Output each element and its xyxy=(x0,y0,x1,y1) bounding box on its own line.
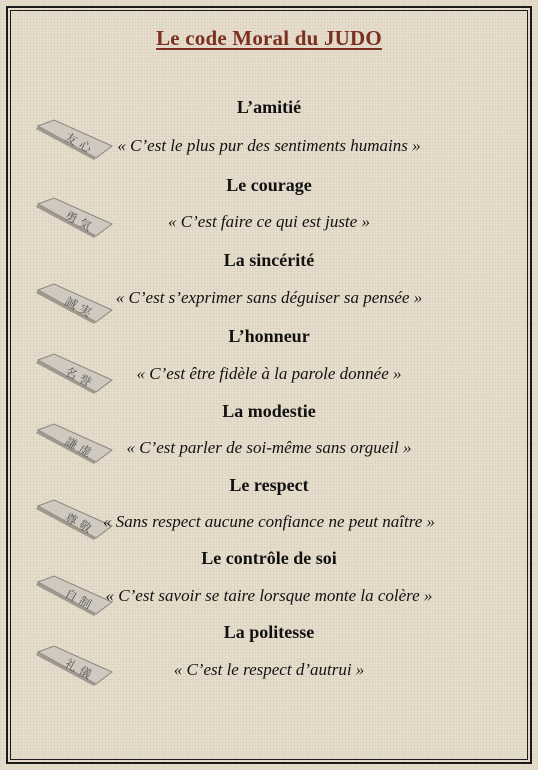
entry-title: Le contrôle de soi xyxy=(201,548,337,568)
entry-title: L’amitié xyxy=(236,97,302,117)
entry-title: Le respect xyxy=(229,475,309,495)
entry-quote: « C’est faire ce qui est juste » xyxy=(168,212,370,231)
svg-text:尊 敬: 尊 敬 xyxy=(62,510,94,536)
entry-quote: « C’est être fidèle à la parole donnée » xyxy=(136,364,402,383)
svg-text:誠 実: 誠 実 xyxy=(62,294,94,320)
entry-quote: « C’est parler de soi-même sans orgueil » xyxy=(126,438,412,457)
entry-quote: « C’est savoir se taire lorsque monte la colère » xyxy=(105,586,433,605)
svg-text:礼 儀: 礼 儀 xyxy=(62,656,94,682)
entry-title: L’honneur xyxy=(228,326,310,346)
svg-text:名 誉: 名 誉 xyxy=(62,364,94,390)
entry-quote: « C’est le respect d’autrui » xyxy=(173,660,365,679)
entry-title: La sincérité xyxy=(223,250,315,270)
entry-title: La politesse xyxy=(223,622,315,642)
entry-title: Le courage xyxy=(226,175,312,195)
svg-text:謙 虚: 謙 虚 xyxy=(62,434,94,460)
page-title: Le code Moral du JUDO xyxy=(156,26,382,50)
svg-text:勇 気: 勇 気 xyxy=(62,208,94,234)
entry-quote: « Sans respect aucune confiance ne peut naître » xyxy=(102,512,436,531)
entry-title: La modestie xyxy=(222,401,316,421)
svg-text:友 心: 友 心 xyxy=(62,130,94,156)
entry-quote: « C’est s’exprimer sans déguiser sa pensée » xyxy=(115,288,423,307)
entry-quote: « C’est le plus pur des sentiments humains » xyxy=(117,136,421,155)
svg-text:自 制: 自 制 xyxy=(62,586,94,612)
